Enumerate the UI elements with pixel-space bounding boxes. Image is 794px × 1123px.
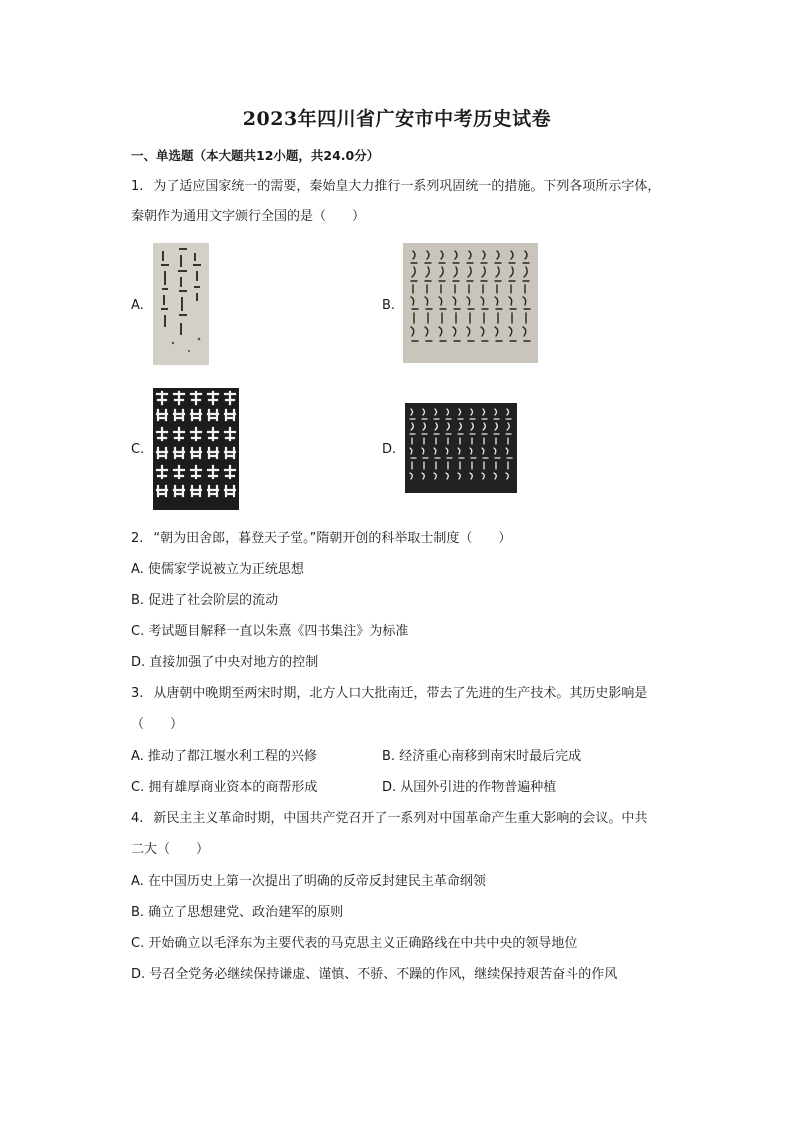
question-1-line-1 — [131, 178, 660, 196]
question-4-option-d: D. 号召全党务必继续保持谦虚、谨慎、不骄、不躁的作风，继续保持艰苦奋斗的作风 — [131, 967, 618, 982]
question-2-stem — [131, 530, 511, 548]
question-4-number: 4. — [131, 811, 144, 826]
question-4-line-2: 二大（ ） — [131, 842, 210, 857]
section-heading: 一、单选题（本大题共12小题，共24.0分） — [131, 148, 380, 163]
question-2-option-b: B. 促进了社会阶层的流动 — [131, 593, 279, 608]
question-2-option-a: A. 使儒家学说被立为正统思想 — [131, 562, 304, 577]
script-sample-c-image — [153, 388, 239, 510]
script-sample-d-image — [405, 403, 517, 493]
question-1-option-c-label: C. — [131, 442, 145, 457]
exam-title: 2023年四川省广安市中考历史试卷 — [242, 108, 552, 130]
question-3-option-b: B. 经济重心南移到南宋时最后完成 — [382, 749, 582, 764]
question-3-text-1: 从唐朝中晚期至两宋时期，北方人口大批南迁，带去了先进的生产技术。其历史影响是 — [153, 686, 648, 701]
question-2-option-d: D. 直接加强了中央对地方的控制 — [131, 655, 319, 670]
question-4-option-c: C. 开始确立以毛泽东为主要代表的马克思主义正确路线在中共中央的领导地位 — [131, 936, 578, 951]
question-1-text-1: 为了适应国家统一的需要，秦始皇大力推行一系列巩固统一的措施。下列各项所示字体， — [153, 179, 661, 194]
question-4-line-1 — [131, 810, 647, 828]
script-sample-a-image — [153, 243, 209, 365]
question-2-number: 2. — [131, 531, 144, 546]
question-3-line-1 — [131, 685, 647, 703]
question-1-option-d-label: D. — [382, 442, 397, 457]
question-1-line-2: 秦朝作为通用文字颁行全国的是（ ） — [131, 209, 366, 224]
question-3-option-d: D. 从国外引进的作物普遍种植 — [382, 780, 557, 795]
question-1-option-b-label: B. — [382, 298, 396, 313]
question-3-option-a: A. 推动了都江堰水利工程的兴修 — [131, 749, 317, 764]
question-3-number: 3. — [131, 686, 144, 701]
question-4-option-b: B. 确立了思想建党、政治建军的原则 — [131, 905, 344, 920]
script-sample-b-image — [403, 243, 538, 363]
question-3-line-2: （ ） — [131, 717, 184, 732]
question-1-number: 1. — [131, 179, 144, 194]
question-2-option-c: C. 考试题目解释一直以朱熹《四书集注》为标准 — [131, 624, 409, 639]
question-2-text: “朝为田舍郎，暮登天子堂。”隋朝开创的科举取士制度（ ） — [153, 531, 512, 546]
question-4-option-a: A. 在中国历史上第一次提出了明确的反帝反封建民主革命纲领 — [131, 874, 486, 889]
question-4-text-1: 新民主主义革命时期，中国共产党召开了一系列对中国革命产生重大影响的会议。中共 — [153, 811, 648, 826]
question-3-option-c: C. 拥有雄厚商业资本的商帮形成 — [131, 780, 318, 795]
question-1-option-a-label: A. — [131, 298, 144, 313]
